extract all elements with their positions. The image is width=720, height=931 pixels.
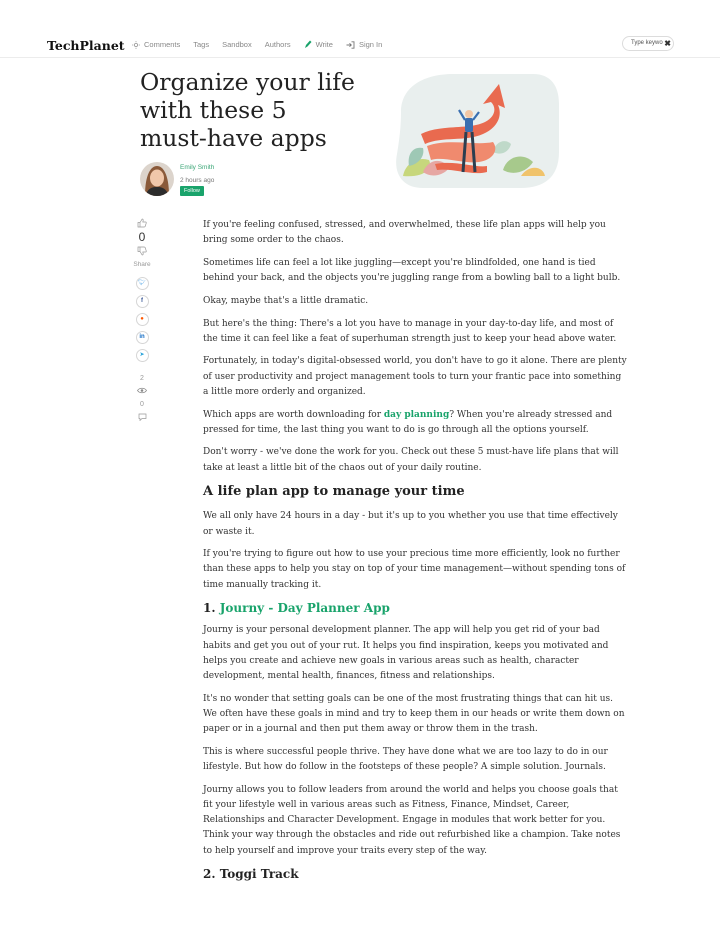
- nav-tags[interactable]: [193, 40, 209, 49]
- paragraph: Journy is your personal development planner. The app will help you get rid of your bad habits and get you out of your rut. It helps you find inspiration, keeps you motivated and helps you create and achieve new goals in various areas such as health, character development, mental health, finances, fitness and relationships.: [203, 625, 609, 681]
- paragraph: We all only have 24 hours in a day - but it's up to you whether you use that time effectively or waste it.: [203, 511, 618, 537]
- paragraph: This is where successful people thrive. They have done what we are too lazy to do in our lifestyle. But how do follow in the footsteps of these people? A simple solution. Journals.: [203, 746, 608, 772]
- nav-comments[interactable]: [132, 40, 180, 49]
- avatar[interactable]: [140, 162, 174, 196]
- nav-sandbox-label: Sandbox: [222, 40, 252, 49]
- linkedin-icon[interactable]: in: [131, 331, 153, 344]
- author-name[interactable]: Emily Smith: [180, 164, 215, 171]
- main-nav: [132, 40, 395, 49]
- day-planning-link[interactable]: day planning: [383, 409, 450, 420]
- paragraph: [203, 408, 627, 438]
- paragraph: But here's the thing: There's a lot you have to manage in your day-to-day life, and most of the time it can feel like a feat of superhuman strength just to keep your head above water.: [203, 318, 617, 344]
- paragraph-text: ? When you're already stressed and pressed for time, the last thing you want to do is go through all the options yourself.: [203, 409, 613, 435]
- nav-comments-label: Comments: [144, 40, 181, 49]
- thumbs-down-icon[interactable]: [131, 246, 153, 258]
- paragraph: If you're trying to figure out how to use your precious time more efficiently, look no further than these apps to help you stay on top of your time management—without spending tons of time manually tracking it.: [203, 549, 626, 590]
- section-heading: A life plan app to manage your time: [203, 484, 465, 500]
- paragraph-text: Which apps are worth downloading for: [203, 409, 384, 420]
- telegram-icon[interactable]: ➤: [131, 349, 153, 362]
- paragraph: Fortunately, in today's digital-obsessed world, you don't have to go it alone. There are plenty of user productivity and project management tools to turn your frantic pace into something a little more orderly and organized.: [203, 356, 627, 397]
- comment-count: 0: [140, 401, 144, 408]
- nav-tags-label: Tags: [193, 40, 210, 49]
- subsection-heading: 2. Toggi Track: [203, 867, 299, 882]
- hero-illustration: [383, 72, 559, 188]
- sun-icon: [132, 41, 140, 49]
- reddit-icon[interactable]: ●: [131, 313, 153, 326]
- sign-in-icon: [346, 41, 355, 49]
- nav-sign-in-label: Sign In: [358, 40, 383, 49]
- paragraph: Journy allows you to follow leaders from around the world and helps you choose goals that fit your lifestyle well in various areas such as Fitness, Finance, Mindset, Career, Relationships and Character Development. Engage in modules that work better for you. Think your way through the obstacles and ride out refurbished like a champion. Take notes to help yourself and improve your traits every step of the way.: [203, 784, 621, 856]
- article-body: [203, 218, 627, 889]
- journy-app-link[interactable]: Journy - Day Planner App: [219, 601, 390, 616]
- search-input[interactable]: [622, 36, 674, 51]
- facebook-icon[interactable]: f: [131, 295, 153, 308]
- search-placeholder: Type keywo: [631, 40, 663, 46]
- article-title: Organize your life with these 5 must-have apps: [140, 68, 355, 152]
- nav-authors-label: Authors: [264, 40, 291, 49]
- thumbs-up-icon[interactable]: [131, 218, 153, 230]
- twitter-icon[interactable]: 🐦︎: [131, 277, 153, 290]
- site-logo[interactable]: TechPlanet: [47, 38, 125, 53]
- nav-sandbox[interactable]: [222, 40, 252, 49]
- paragraph: Don't worry - we've done the work for you. Check out these 5 must-have life plans that will take at least a little bit of the chaos out of your daily routine.: [203, 447, 619, 473]
- view-count: 2: [140, 375, 144, 382]
- eye-icon: [131, 387, 153, 396]
- nav-write[interactable]: [304, 40, 333, 49]
- top-navigation-bar: [0, 30, 720, 58]
- nav-sign-in[interactable]: [346, 40, 382, 49]
- paragraph: If you're feeling confused, stressed, and overwhelmed, these life plan apps will help you bring some order to the chaos.: [203, 220, 606, 246]
- share-label: Share: [133, 261, 151, 268]
- subsection-heading: [203, 600, 627, 617]
- paragraph: It's no wonder that setting goals can be one of the most frustrating things that can hit us. We often have these goals in mind and try to keep them in our heads or write them down on paper or in a journal and then put them away or throw them in the trash.: [203, 693, 625, 735]
- paragraph: Sometimes life can feel a lot like juggling—except you're blindfolded, one hand is tied behind your back, and the objects you're juggling range from a bowling ball to a light bulb.: [203, 257, 621, 284]
- post-timestamp: 2 hours ago: [180, 177, 215, 184]
- close-icon[interactable]: ✖: [664, 39, 671, 48]
- comment-icon[interactable]: [131, 413, 153, 423]
- nav-write-label: Write: [315, 40, 333, 49]
- vote-count: 0: [138, 230, 146, 244]
- nav-authors[interactable]: [265, 40, 291, 49]
- paragraph: Okay, maybe that's a little dramatic.: [203, 295, 369, 306]
- heading-number: 1.: [203, 601, 220, 616]
- pen-icon: [304, 40, 312, 49]
- follow-button[interactable]: Follow: [180, 186, 204, 196]
